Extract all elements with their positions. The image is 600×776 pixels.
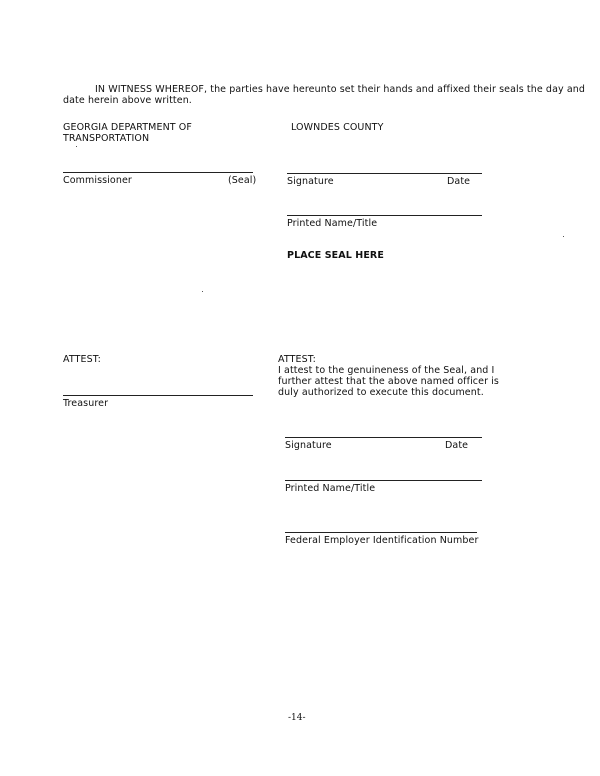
county-signature-line (287, 173, 482, 174)
attest-date-label: Date (445, 440, 469, 451)
county-printed-name-line (287, 215, 482, 216)
county-date-label: Date (447, 176, 471, 187)
attest-printed-name-line (285, 480, 482, 481)
seal-label: (Seal) (228, 175, 257, 186)
left-party-name-line2: TRANSPORTATION (63, 133, 150, 144)
commissioner-label: Commissioner (63, 175, 132, 186)
treasurer-label: Treasurer (63, 398, 109, 409)
county-printed-name-label: Printed Name/Title (287, 218, 378, 229)
left-attest-label: ATTEST: (63, 354, 101, 365)
attest-signature-label: Signature (285, 440, 332, 451)
treasurer-signature-line (63, 395, 253, 396)
commissioner-signature-line (63, 172, 253, 173)
witness-clause-line2: date herein above written. (63, 95, 192, 106)
attest-statement-line3: duly authorized to execute this document. (278, 387, 484, 398)
witness-clause-line1: IN WITNESS WHEREOF, the parties have hereunto set their hands and affixed their seals the day and (95, 84, 586, 95)
attest-statement-line2: further attest that the above named officer is (278, 376, 499, 387)
scan-speck (563, 236, 564, 237)
fein-label: Federal Employer Identification Number (285, 535, 479, 546)
fein-line (285, 532, 477, 533)
left-party-name-line1: GEORGIA DEPARTMENT OF (63, 122, 192, 133)
scan-speck (76, 146, 77, 147)
county-signature-label: Signature (287, 176, 334, 187)
attest-printed-name-label: Printed Name/Title (285, 483, 376, 494)
place-seal-instruction: PLACE SEAL HERE (287, 250, 384, 261)
right-party-name: LOWNDES COUNTY (291, 122, 384, 133)
right-attest-label: ATTEST: (278, 354, 316, 365)
page-number: -14- (288, 713, 306, 723)
attest-signature-line (285, 437, 482, 438)
attest-statement-line1: I attest to the genuineness of the Seal, and I (278, 365, 495, 376)
scan-speck (202, 291, 203, 292)
